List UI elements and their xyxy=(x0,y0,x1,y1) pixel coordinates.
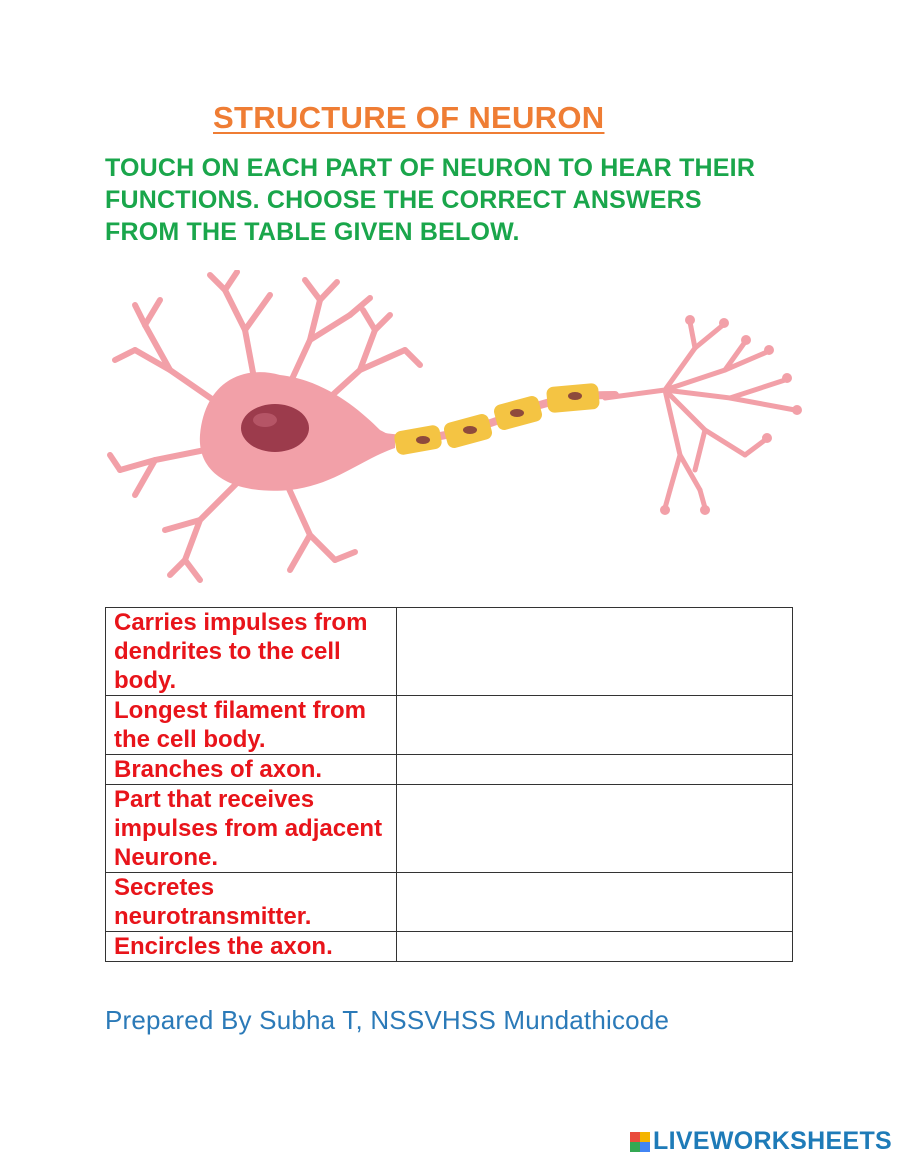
terminal-knobs xyxy=(660,315,802,515)
row-description: Carries impulses from dendrites to the cell body. xyxy=(106,608,397,696)
table-row xyxy=(106,785,793,873)
table-row xyxy=(106,932,793,962)
answer-field[interactable] xyxy=(397,932,793,962)
instructions-text: TOUCH ON EACH PART OF NEURON TO HEAR THEIR FUNCTIONS. CHOOSE THE CORRECT ANSWERS FROM THE TABLE GIVEN BELOW. xyxy=(105,154,756,246)
answer-field[interactable] xyxy=(397,608,793,696)
answer-field[interactable] xyxy=(397,696,793,755)
myelin-sheath[interactable] xyxy=(393,383,600,456)
row-description: Secretes neurotransmitter. xyxy=(106,873,397,932)
table-row xyxy=(106,755,793,785)
row-description: Part that receives impulses from adjacent Neurone. xyxy=(106,785,397,873)
table-row xyxy=(106,696,793,755)
row-description: Encircles the axon. xyxy=(106,932,397,962)
page-title: STRUCTURE OF NEURON xyxy=(213,100,605,135)
neuron-diagram xyxy=(105,270,805,590)
table-row xyxy=(106,608,793,696)
answer-field[interactable] xyxy=(397,785,793,873)
answer-field[interactable] xyxy=(397,755,793,785)
nucleolus-highlight xyxy=(253,413,277,427)
brand-name: LIVEWORKSHEETS xyxy=(653,1127,892,1155)
nucleus[interactable] xyxy=(241,404,309,452)
liveworksheets-logo-icon xyxy=(630,1132,650,1152)
answer-field[interactable] xyxy=(397,873,793,932)
row-description: Longest filament from the cell body. xyxy=(106,696,397,755)
answer-table xyxy=(105,607,793,962)
row-description: Branches of axon. xyxy=(106,755,397,785)
brand-watermark xyxy=(630,1127,892,1156)
author-credit: Prepared By Subha T, NSSVHSS Mundathicode xyxy=(105,1005,670,1035)
table-row xyxy=(106,873,793,932)
